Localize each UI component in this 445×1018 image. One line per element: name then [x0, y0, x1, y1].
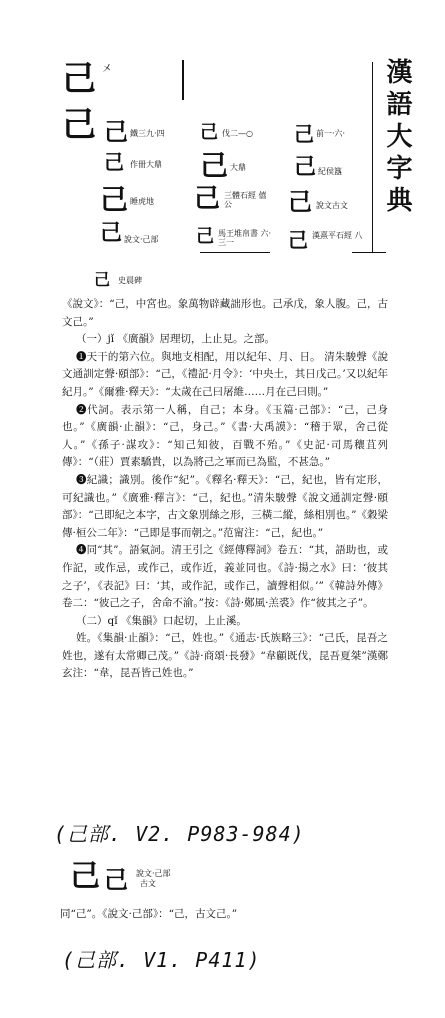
entry1-handwritten-note: (己部. V2. P983-984) — [54, 822, 305, 846]
form-label: 三體石經 僖公 — [224, 191, 267, 209]
header-divider — [182, 60, 184, 100]
entry1-paragraph: ❸紀識；識別。後作“紀”。《釋名·釋天》：“己，紀也，皆有定形，可紀識也。”《廣雅·釋言》：“己，紀也。”清朱駿聲《說文通訓定聲·頤部》：“己即紀之本字，古文象別絲之形，三橫二縱，絲相別也。”《穀梁傳·桓公二年》：“己即是事而朝之。”范甯注：“己，紀也。” — [62, 473, 388, 539]
dictionary-title: 漢語大字典 — [382, 58, 412, 218]
entry1-head-char: 己 — [62, 59, 96, 99]
entry1-paragraph: 《說文》：“己，中宮也。象萬物辟藏詘形也。己承戊，象人腹。己，古文己。” — [62, 298, 388, 328]
form-underline — [352, 252, 386, 253]
form-label: 馬王堆帛書 六·三一 — [218, 229, 272, 247]
form-glyph: 己 — [294, 154, 317, 180]
form-label: 鐵三九·四 — [130, 129, 165, 138]
entry2-head-char-2: 己 — [104, 865, 128, 894]
form-glyph: 己 — [100, 220, 123, 246]
form-glyph: 己 — [104, 117, 128, 146]
form-label: 前一·六· — [316, 129, 346, 138]
form-label: 大鼎 — [230, 163, 246, 172]
entry1-paragraph: 姓。《集韻·止韻》：“己，姓也。”《通志·氏族略三》：“己氏，昆吾之姓也，遂有太常卿己茂。”《詩·商頌·長發》“韋顧既伐，昆吾夏桀”漢鄭玄注：“韋，昆吾皆己姓也。” — [62, 632, 388, 680]
form-glyph: 己 — [100, 183, 129, 216]
form-underline — [200, 252, 270, 253]
entry1-paragraph: ❶天干的第六位。與地支相配，用以紀年、月、日。 清朱駿聲《說文通訓定聲·頤部》：“己，《禮記·月令》：‘中央土，其日戊己。’又以紀年紀月。”《爾雅·釋天》：“太歲在己曰屠維……月在己曰則。” — [62, 350, 388, 398]
form-label: 作冊大鼎 — [130, 160, 162, 169]
form-label: 睡虎地 — [130, 197, 154, 206]
form-glyph: 己 — [288, 228, 308, 252]
entry1-pinyin-mark: 㐅 — [102, 64, 112, 75]
entry1-paragraph: （一）jǐ 《廣韻》居理切，上止見。之部。 — [76, 333, 275, 346]
entry1-paragraph: ❹同“其”。語氣詞。清王引之《經傳釋詞》卷五：“其，語助也，或作記，或作忌，或作己，或作近，義並同也。《詩·揚之水》曰：‘彼其之子’，《表記》曰：‘其，或作記，或作己，讀聲相似。’”《韓詩外傳》卷二：“彼己之子，舍命不渝。”按：《詩·鄭風·羔裘》作“彼其之子”。 — [62, 544, 388, 610]
entry1-definition — [62, 296, 388, 683]
entry2-source-label-2: 古文 — [140, 879, 156, 888]
entry1-head-char-2: 己 — [62, 105, 96, 145]
form-glyph: 己 — [200, 122, 218, 143]
form-label: 說文古文 — [316, 201, 348, 210]
form-label: 說文·己部 — [124, 235, 159, 244]
form-glyph: 己 — [196, 226, 214, 247]
form-label: 伐二—○ — [222, 129, 253, 138]
right-border-rule — [372, 62, 373, 252]
entry1-paragraph: （二）qǐ 《集韻》口起切，上止溪。 — [76, 614, 247, 627]
entry2-definition: 同“己”。《說文·己部》：“己，古文己。” — [60, 908, 238, 920]
entry2-handwritten-note: (己部. V1. P411) — [62, 948, 261, 972]
entry2-source-label: 說文·己部 — [136, 869, 171, 878]
form-glyph: 己 — [104, 150, 124, 174]
form-label: 漢熹平石經 八 — [312, 231, 363, 240]
form-glyph: 己 — [288, 187, 312, 216]
form-label: 史晨碑 — [118, 276, 142, 285]
form-label: 紀侯簋 — [318, 167, 342, 176]
form-glyph: 己 — [200, 149, 229, 182]
entry2-head-char: 己 — [70, 859, 100, 894]
entry1-paragraph: ❷代詞。表示第一人稱，自己；本身。《玉篇·己部》：“己，己身也。”《廣韻·止韻》：“己，身己。”《書·大禹謨》：“稽于眾，舍己從人。”《孫子·謀攻》：“知己知彼，百戰不殆。”《史記·司馬穰苴列傳》：“（莊）賈素驕貴，以為將己之軍而已為監，不甚急。” — [62, 403, 388, 469]
form-glyph: 己 — [94, 270, 111, 289]
form-glyph: 己 — [194, 184, 221, 214]
form-glyph: 己 — [294, 122, 314, 146]
